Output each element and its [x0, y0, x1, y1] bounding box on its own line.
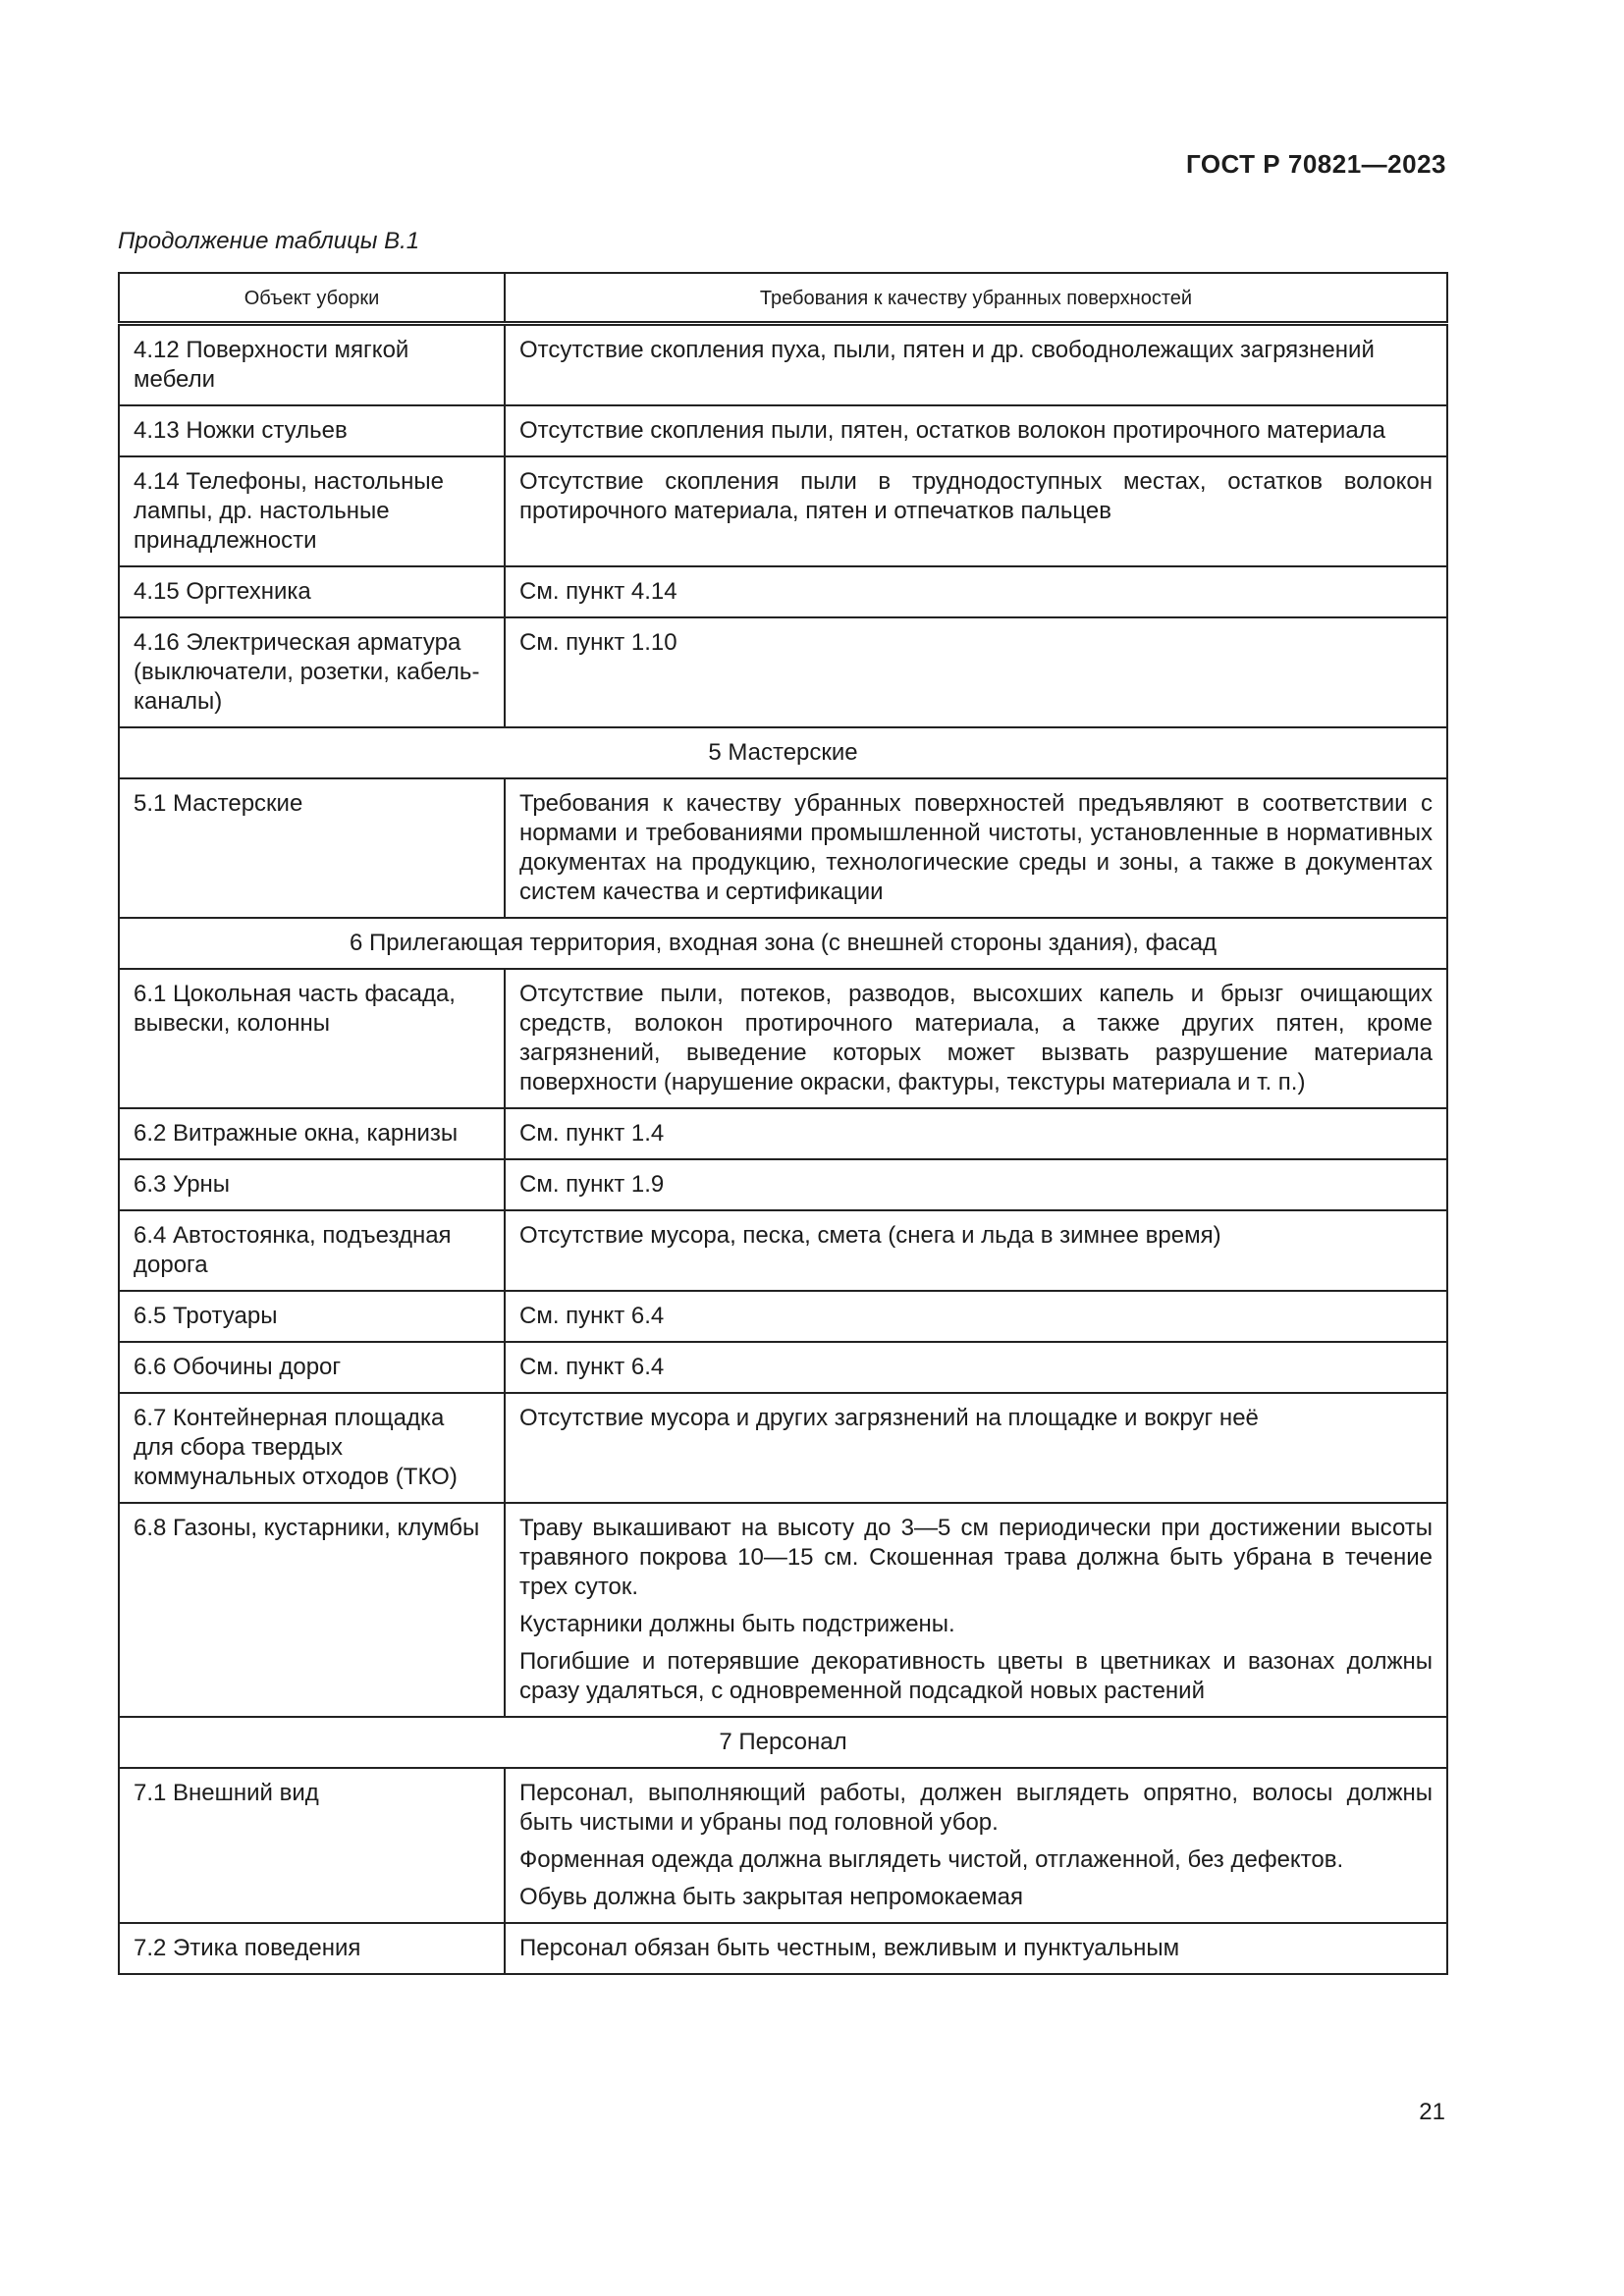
requirements-table: [118, 272, 1448, 1975]
requirements-cell: [505, 1768, 1447, 1923]
requirement-text: Требования к качеству убранных поверхностей предъявляют в соответствии с нормами и требованиями промышленной чистоты, установленные в нормативных документах на продукцию, технологические среды и зоны, а также в документах систем качества и сертификации: [519, 790, 1433, 905]
object-cell: 6.3 Урны: [119, 1159, 505, 1210]
object-cell: 6.7 Контейнерная площадка для сбора твердых коммунальных отходов (ТКО): [119, 1393, 505, 1503]
object-cell: 4.12 Поверхности мягкой мебели: [119, 324, 505, 406]
table-caption: Продолжение таблицы В.1: [118, 228, 420, 254]
requirement-text: См. пункт 1.10: [519, 629, 677, 656]
object-cell: 6.8 Газоны, кустарники, клумбы: [119, 1503, 505, 1717]
section-row: [119, 727, 1447, 778]
object-cell: 4.13 Ножки стульев: [119, 405, 505, 456]
requirements-cell: [505, 1393, 1447, 1503]
requirement-text: Персонал обязан быть честным, вежливым и пунктуальным: [519, 1935, 1180, 1961]
column-header-object: Объект уборки: [119, 273, 505, 324]
table-row: [119, 1210, 1447, 1291]
requirements-cell: [505, 1503, 1447, 1717]
requirement-text: Отсутствие мусора и других загрязнений на площадке и вокруг неё: [519, 1405, 1259, 1431]
requirement-text: Персонал, выполняющий работы, должен выглядеть опрятно, волосы должны быть чистыми и убраны под головной убор.: [519, 1780, 1433, 1836]
section-row: [119, 918, 1447, 969]
requirements-cell: [505, 1210, 1447, 1291]
requirements-cell: [505, 1923, 1447, 1974]
object-cell: 6.4 Автостоянка, подъездная дорога: [119, 1210, 505, 1291]
requirements-cell: [505, 778, 1447, 918]
table-row: [119, 566, 1447, 617]
requirements-cell: [505, 566, 1447, 617]
requirement-text: Отсутствие мусора, песка, смета (снега и льда в зимнее время): [519, 1222, 1221, 1249]
table-row: [119, 1108, 1447, 1159]
requirement-text: Траву выкашивают на высоту до 3—5 см периодически при достижении высоты травяного покрова 10—15 см. Скошенная трава должна быть убрана в течение трех суток.: [519, 1515, 1433, 1600]
requirement-text: Отсутствие скопления пыли, пятен, остатков волокон протирочного материала: [519, 417, 1386, 444]
object-cell: 5.1 Мастерские: [119, 778, 505, 918]
table-row: [119, 1291, 1447, 1342]
table-row: [119, 1768, 1447, 1923]
requirements-cell: [505, 324, 1447, 406]
requirement-text: Отсутствие скопления пыли в труднодоступных местах, остатков волокон протирочного материала, пятен и отпечатков пальцев: [519, 468, 1433, 524]
object-cell: 4.14 Телефоны, настольные лампы, др. настольные принадлежности: [119, 456, 505, 566]
requirement-text: Форменная одежда должна выглядеть чистой, отглаженной, без дефектов.: [519, 1846, 1344, 1873]
object-cell: 4.16 Электрическая арматура (выключатели, розетки, кабель-каналы): [119, 617, 505, 727]
object-cell: 6.5 Тротуары: [119, 1291, 505, 1342]
section-heading: 6 Прилегающая территория, входная зона (с внешней стороны здания), фасад: [119, 918, 1447, 969]
section-row: [119, 1717, 1447, 1768]
table-header-row: [119, 273, 1447, 324]
table-row: [119, 324, 1447, 406]
page-number: 21: [1419, 2099, 1445, 2125]
table-row: [119, 1342, 1447, 1393]
table-row: [119, 778, 1447, 918]
requirement-text: См. пункт 1.4: [519, 1120, 665, 1147]
object-cell: 6.2 Витражные окна, карнизы: [119, 1108, 505, 1159]
section-heading: 7 Персонал: [119, 1717, 1447, 1768]
object-cell: 7.2 Этика поведения: [119, 1923, 505, 1974]
requirements-cell: [505, 969, 1447, 1108]
column-header-requirements: Требования к качеству убранных поверхностей: [505, 273, 1447, 324]
requirements-cell: [505, 1108, 1447, 1159]
table-row: [119, 1503, 1447, 1717]
requirement-text: См. пункт 4.14: [519, 578, 677, 605]
requirements-cell: [505, 1342, 1447, 1393]
requirement-text: См. пункт 6.4: [519, 1354, 665, 1380]
requirements-cell: [505, 1291, 1447, 1342]
requirement-text: См. пункт 6.4: [519, 1303, 665, 1329]
requirement-text: См. пункт 1.9: [519, 1171, 665, 1198]
requirements-cell: [505, 1159, 1447, 1210]
table-row: [119, 617, 1447, 727]
table-row: [119, 405, 1447, 456]
table-row: [119, 456, 1447, 566]
requirement-text: Кустарники должны быть подстрижены.: [519, 1611, 955, 1637]
table-row: [119, 1159, 1447, 1210]
object-cell: 6.6 Обочины дорог: [119, 1342, 505, 1393]
requirement-text: Погибшие и потерявшие декоративность цветы в цветниках и вазонах должны сразу удаляться, с одновременной подсадкой новых растений: [519, 1648, 1433, 1704]
requirement-text: Отсутствие скопления пуха, пыли, пятен и др. свободнолежащих загрязнений: [519, 337, 1375, 363]
requirements-cell: [505, 456, 1447, 566]
requirements-cell: [505, 405, 1447, 456]
requirement-text: Обувь должна быть закрытая непромокаемая: [519, 1884, 1024, 1910]
requirement-text: Отсутствие пыли, потеков, разводов, высохших капель и брызг очищающих средств, волокон протирочного материала, а также других пятен, кроме загрязнений, выведение которых может вызвать разрушение материала поверхности (нарушение окраски, фактуры, текстуры материала и т. п.): [519, 981, 1433, 1095]
section-heading: 5 Мастерские: [119, 727, 1447, 778]
object-cell: 7.1 Внешний вид: [119, 1768, 505, 1923]
table-row: [119, 1393, 1447, 1503]
standard-code: ГОСТ Р 70821—2023: [1185, 149, 1446, 179]
table-row: [119, 1923, 1447, 1974]
table-row: [119, 969, 1447, 1108]
object-cell: 6.1 Цокольная часть фасада, вывески, колонны: [119, 969, 505, 1108]
requirements-cell: [505, 617, 1447, 727]
object-cell: 4.15 Оргтехника: [119, 566, 505, 617]
